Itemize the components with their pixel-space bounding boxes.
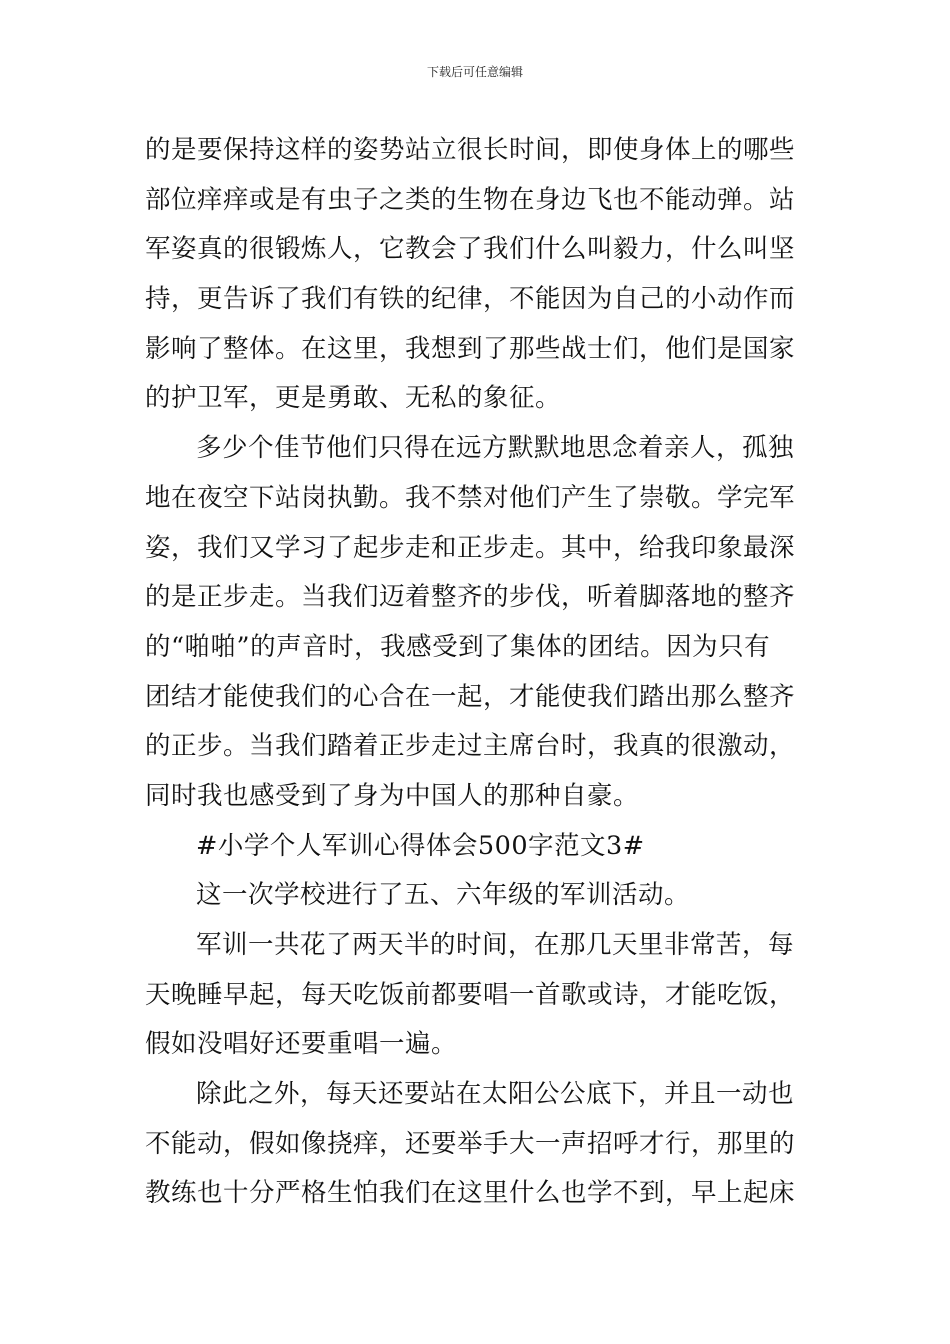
page-header: 下载后可任意编辑 xyxy=(426,65,523,79)
text-line: 教练也十分严格生怕我们在这里什么也学不到，早上起床 xyxy=(145,1178,796,1209)
text-line: 不能动，假如像挠痒，还要举手大一声招呼才行，那里的 xyxy=(145,1128,796,1159)
text-line: 军姿真的很锻炼人，它教会了我们什么叫毅力，什么叫坚 xyxy=(145,234,796,265)
paragraph-start-line: 除此之外，每天还要站在太阳公公底下，并且一动也 xyxy=(196,1079,795,1110)
paragraph-start-line: 多少个佳节他们只得在远方默默地思念着亲人，孤独 xyxy=(196,433,795,464)
text-line: 地在夜空下站岗执勤。我不禁对他们产生了崇敬。学完军 xyxy=(145,482,796,513)
text-line: 假如没唱好还要重唱一遍。 xyxy=(145,1029,458,1060)
text-line: 的是要保持这样的姿势站立很长时间，即使身体上的哪些 xyxy=(145,135,796,165)
text-line: 的正步。当我们踏着正步走过主席台时，我真的很激动， xyxy=(145,731,796,762)
text-line: 的是正步走。当我们迈着整齐的步伐，听着脚落地的整齐 xyxy=(145,582,796,613)
text-line: 团结才能使我们的心合在一起，才能使我们踏出那么整齐 xyxy=(145,681,796,712)
text-line: 同时我也感受到了身为中国人的那种自豪。 xyxy=(145,780,640,811)
text-line: 天晚睡早起，每天吃饭前都要唱一首歌或诗，才能吃饭， xyxy=(145,979,796,1010)
text-line: 部位痒痒或是有虫子之类的生物在身边飞也不能动弹。站 xyxy=(145,184,796,215)
text-line: 的“啪啪”的声音时，我感受到了集体的团结。因为只有 xyxy=(145,631,771,662)
text-line: 的护卫军，更是勇敢、无私的象征。 xyxy=(145,383,562,414)
section-heading: #小学个人军训心得体会500字范文3# xyxy=(196,830,645,861)
text-line: 持，更告诉了我们有铁的纪律，不能因为自己的小动作而 xyxy=(145,284,796,315)
paragraph-start-line: 这一次学校进行了五、六年级的军训活动。 xyxy=(196,880,691,911)
text-line: 影响了整体。在这里，我想到了那些战士们，他们是国家 xyxy=(145,333,796,364)
text-line: 姿，我们又学习了起步走和正步走。其中，给我印象最深 xyxy=(145,532,796,563)
document-body xyxy=(145,126,805,1219)
paragraph-start-line: 军训一共花了两天半的时间，在那几天里非常苦，每 xyxy=(196,930,795,960)
